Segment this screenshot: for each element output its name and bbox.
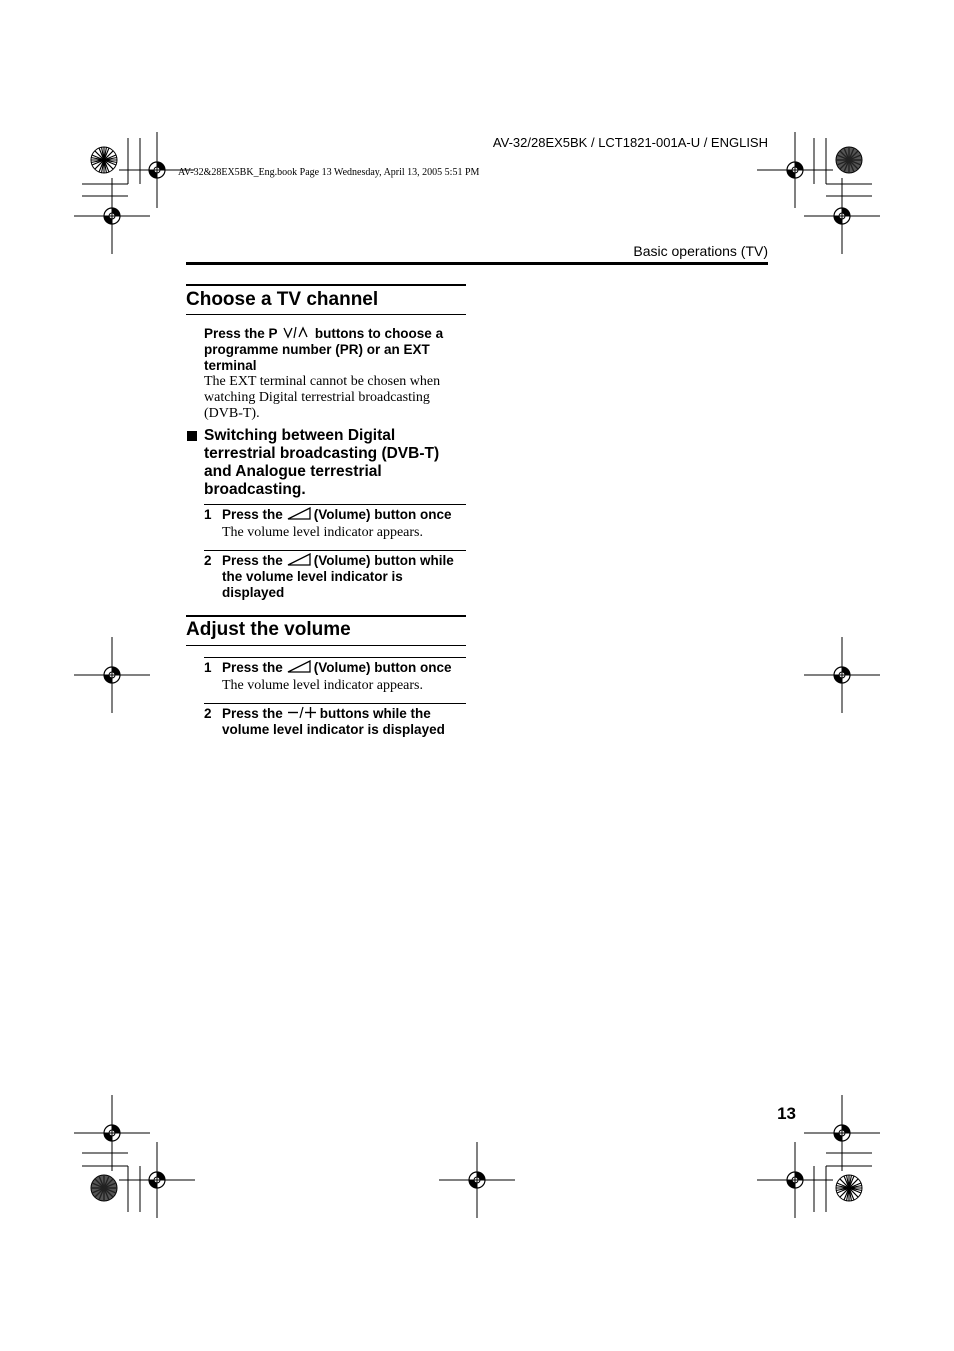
step-pre: Press the [222, 660, 283, 675]
section-title-adjust-volume: Adjust the volume [186, 619, 351, 640]
step-rule [204, 550, 466, 551]
section-rule-top [186, 284, 466, 286]
instruction-pre: Press the P [204, 326, 278, 341]
step-number: 1 [204, 660, 212, 675]
radial-target-icon [91, 147, 117, 173]
section-header: Basic operations (TV) [633, 243, 768, 259]
section-rule-bottom [186, 645, 466, 646]
step-post: (Volume) button while the volume level indicator is displayed [222, 553, 454, 600]
section-rule-bottom [186, 314, 466, 315]
step-instruction [222, 660, 468, 676]
radial-target-icon [836, 1175, 862, 1201]
registration-mark-icon [757, 132, 833, 208]
registration-mark-icon [119, 1142, 195, 1218]
ext-terminal-note: The EXT terminal cannot be chosen when watching Digital terrestrial broadcasting (DVB-T). [204, 374, 441, 421]
volume-wedge-icon [287, 553, 311, 566]
registration-mark-icon [439, 1142, 515, 1218]
step-rule [204, 657, 466, 658]
chevron-down-up-icon [283, 326, 309, 339]
volume-wedge-icon [287, 660, 311, 673]
square-bullet-icon [187, 431, 197, 441]
registration-mark-icon [74, 637, 150, 713]
radial-target-icon [91, 1175, 117, 1201]
step-post: buttons while the volume level indicator is displayed [222, 706, 445, 737]
step-instruction [222, 706, 468, 738]
document-code: AV-32/28EX5BK / LCT1821-001A-U / ENGLISH [492, 135, 768, 150]
minus-plus-icon [287, 706, 317, 719]
step-pre: Press the [222, 706, 283, 721]
instruction-post: buttons to choose a programme number (PR) or an EXT terminal [204, 326, 444, 373]
step-rule [204, 504, 466, 505]
step-pre: Press the [222, 507, 283, 522]
book-info: AV-32&28EX5BK_Eng.book Page 13 Wednesday, April 13, 2005 5:51 PM [178, 167, 480, 178]
header-rule [186, 262, 768, 265]
step-number: 2 [204, 553, 212, 568]
registration-mark-icon [74, 1095, 150, 1171]
step-instruction [222, 507, 468, 523]
step-note: The volume level indicator appears. [222, 525, 423, 540]
step-rule [204, 703, 466, 704]
registration-mark-icon [804, 1095, 880, 1171]
switching-subheading: Switching between Digital terrestrial broadcasting (DVB-T) and Analogue terrestrial broadcasting. [204, 427, 440, 498]
registration-mark-icon [804, 637, 880, 713]
registration-mark-icon [757, 1142, 833, 1218]
step-instruction [222, 553, 468, 601]
channel-instruction [204, 326, 466, 374]
page-number: 13 [777, 1104, 796, 1123]
step-note: The volume level indicator appears. [222, 678, 423, 693]
volume-wedge-icon [287, 507, 311, 520]
step-number: 2 [204, 706, 212, 721]
section-title-choose-channel: Choose a TV channel [186, 289, 379, 310]
radial-target-icon [836, 147, 862, 173]
step-post: (Volume) button once [313, 507, 452, 522]
section-rule-top [186, 615, 466, 617]
registration-mark-icon [804, 178, 880, 254]
step-post: (Volume) button once [313, 660, 452, 675]
step-number: 1 [204, 507, 212, 522]
registration-mark-icon [74, 178, 150, 254]
step-pre: Press the [222, 553, 283, 568]
